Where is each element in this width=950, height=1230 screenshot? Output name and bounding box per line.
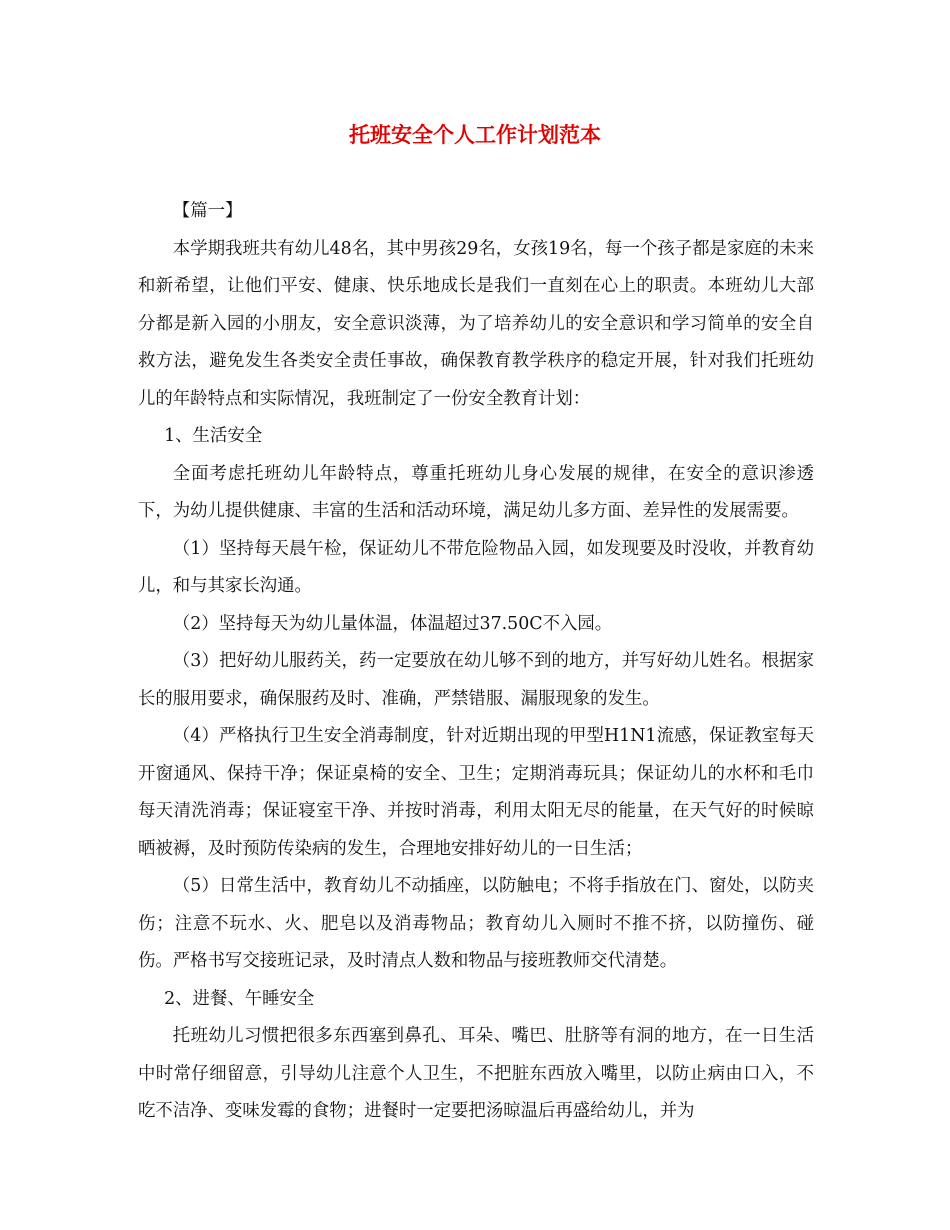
- section1-paragraph: 全面考虑托班幼儿年龄特点，尊重托班幼儿身心发展的规律，在安全的意识渗透下，为幼儿提供健康、丰富的生活和活动环境，满足幼儿多方面、差异性的发展需要。: [138, 463, 814, 521]
- item-1: （1）坚持每天晨午检，保证幼儿不带危险物品入园，如发现要及时没收，并教育幼儿，和与其家长沟通。: [138, 538, 814, 596]
- item-3: （3）把好幼儿服药关，药一定要放在幼儿够不到的地方，并写好幼儿姓名。根据家长的服用要求，确保服药及时、准确，严禁错服、漏服现象的发生。: [138, 651, 814, 709]
- item-4: （4）严格执行卫生安全消毒制度，针对近期出现的甲型H1N1流感，保证教室每天开窗通风、保持干净；保证桌椅的安全、卫生；定期消毒玩具；保证幼儿的水杯和毛巾每天清洗消毒；保证寝室干净、并按时消毒，利用太阳无尽的能量，在天气好的时候晾晒被褥，及时预防传染病的发生，合理地安排好幼儿的一日生活；: [138, 726, 814, 859]
- intro-paragraph: 本学期我班共有幼儿48名，其中男孩29名，女孩19名，每一个孩子都是家庭的未来和新希望，让他们平安、健康、快乐地成长是我们一直刻在心上的职责。本班幼儿大部分都是新入园的小朋友，安全意识淡薄，为了培养幼儿的安全意识和学习简单的安全自救方法，避免发生各类安全责任事故，确保教育教学秩序的稳定开展，针对我们托班幼儿的年龄特点和实际情况，我班制定了一份安全教育计划：: [138, 238, 814, 409]
- section2-paragraph: 托班幼儿习惯把很多东西塞到鼻孔、耳朵、嘴巴、肚脐等有洞的地方，在一日生活中时常仔细留意，引导幼儿注意个人卫生，不把脏东西放入嘴里，以防止病由口入，不吃不洁净、变味发霉的食物；进餐时一定要把汤晾温后再盛给幼儿，并为: [138, 1026, 814, 1121]
- document-title: 托班安全个人工作计划范本: [349, 122, 601, 147]
- section-label: 【篇一】: [172, 201, 243, 221]
- document-body: [138, 193, 814, 1131]
- item-2: （2）坚持每天为幼儿量体温，体温超过37.50C不入园。: [172, 613, 613, 634]
- section1-heading: 1、生活安全: [164, 426, 263, 446]
- section2-heading: 2、进餐、午睡安全: [164, 988, 315, 1009]
- item-5: （5）日常生活中，教育幼儿不动插座，以防触电；不将手指放在门、窗处，以防夹伤；注意不玩水、火、肥皂以及消毒物品；教育幼儿入厕时不推不挤，以防撞伤、碰伤。严格书写交接班记录，及时清点人数和物品与接班教师交代清楚。: [138, 876, 814, 971]
